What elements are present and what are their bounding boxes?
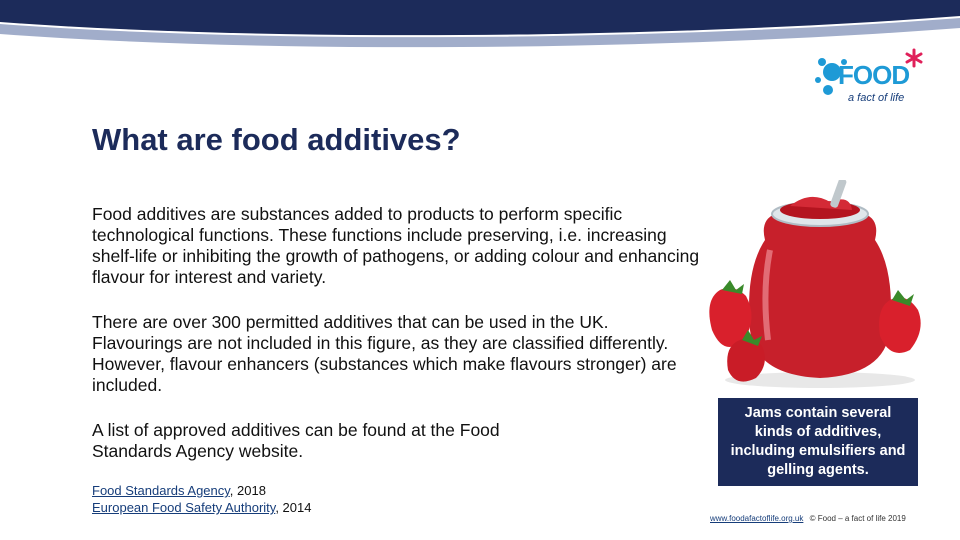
paragraph-permitted: There are over 300 permitted additives that can be used in the UK. Flavourings are not included in this figure, as they are classified differently. However, flavour enhancers (substances which make flavours stronger) are included. bbox=[92, 312, 677, 395]
website-link[interactable]: www.foodafactoflife.org.uk bbox=[710, 514, 804, 523]
paragraph-definition: Food additives are substances added to products to perform specific technological functions. These functions include preserving, i.e. increasing shelf-life or inhibiting the growth of pathogens, or adding colour and enhancing flavour for interest and variety. bbox=[92, 204, 700, 287]
reference-item bbox=[92, 482, 311, 499]
reference-item bbox=[92, 499, 311, 516]
efsa-link[interactable]: European Food Safety Authority bbox=[92, 500, 276, 515]
page-title: What are food additives? bbox=[92, 122, 461, 157]
footer bbox=[710, 514, 906, 523]
references bbox=[92, 482, 311, 516]
logo-text: FOOD bbox=[838, 60, 910, 90]
food-a-fact-of-life-logo bbox=[810, 44, 930, 116]
reference-year: , 2018 bbox=[229, 483, 266, 498]
fsa-link[interactable]: Food Standards Agency bbox=[92, 483, 230, 498]
reference-year: , 2014 bbox=[275, 500, 312, 515]
image-caption: Jams contain several kinds of additives, including emulsifiers and gelling agents. bbox=[718, 398, 918, 486]
paragraph-approved-list: A list of approved additives can be found at the Food Standards Agency website. bbox=[92, 420, 500, 461]
logo-tagline: a fact of life bbox=[848, 92, 905, 104]
copyright-text: © Food – a fact of life 2019 bbox=[809, 514, 906, 523]
jam-jar-image bbox=[700, 180, 930, 390]
